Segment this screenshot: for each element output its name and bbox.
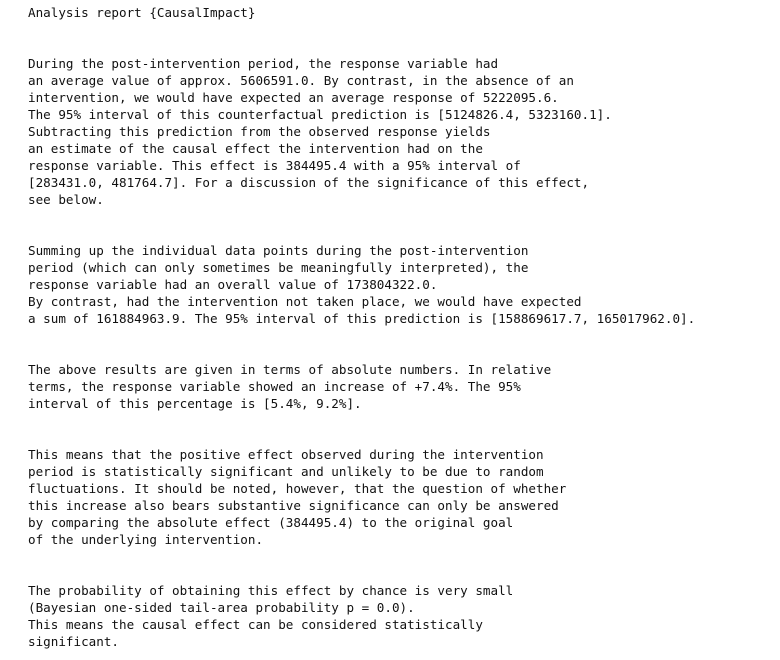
report-line: The 95% interval of this counterfactual prediction is [5124826.4, 5323160.1]. [28, 107, 612, 122]
report-line: Summing up the individual data points during the post-intervention [28, 243, 529, 258]
report-line: During the post-intervention period, the response variable had [28, 56, 499, 71]
report-line: This means that the positive effect observed during the intervention [28, 447, 544, 462]
report-line: The probability of obtaining this effect by chance is very small [28, 583, 514, 598]
report-line: a sum of 161884963.9. The 95% interval of this prediction is [158869617.7, 165017962.0]. [28, 311, 696, 326]
report-line: of the underlying intervention. [28, 532, 264, 547]
report-line: an estimate of the causal effect the intervention had on the [28, 141, 483, 156]
report-line: interval of this percentage is [5.4%, 9.2%]. [28, 396, 362, 411]
paragraph-average-effect [28, 55, 776, 208]
report-line: (Bayesian one-sided tail-area probability p = 0.0). [28, 600, 415, 615]
paragraph-cumulative-effect [28, 242, 776, 327]
report-line: an average value of approx. 5606591.0. By contrast, in the absence of an [28, 73, 574, 88]
report-line: By contrast, had the intervention not taken place, we would have expected [28, 294, 582, 309]
report-line: This means the causal effect can be considered statistically [28, 617, 483, 632]
report-line: response variable had an overall value of 173804322.0. [28, 277, 438, 292]
paragraph-relative-effect [28, 361, 776, 412]
paragraph-probability [28, 582, 776, 650]
report-line: intervention, we would have expected an average response of 5222095.6. [28, 90, 559, 105]
report-line: period (which can only sometimes be meaningfully interpreted), the [28, 260, 529, 275]
report-line: [283431.0, 481764.7]. For a discussion of the significance of this effect, [28, 175, 590, 190]
report-line: The above results are given in terms of absolute numbers. In relative [28, 362, 552, 377]
report-line: response variable. This effect is 384495.4 with a 95% interval of [28, 158, 521, 173]
report-line: terms, the response variable showed an increase of +7.4%. The 95% [28, 379, 521, 394]
analysis-report [28, 4, 776, 650]
report-line: fluctuations. It should be noted, however, that the question of whether [28, 481, 567, 496]
report-line: significant. [28, 634, 119, 649]
report-title: Analysis report {CausalImpact} [28, 5, 256, 20]
report-line: this increase also bears substantive significance can only be answered [28, 498, 559, 513]
report-line: Subtracting this prediction from the observed response yields [28, 124, 491, 139]
paragraph-significance [28, 446, 776, 548]
report-line: by comparing the absolute effect (384495.4) to the original goal [28, 515, 514, 530]
report-line: period is statistically significant and unlikely to be due to random [28, 464, 544, 479]
report-line: see below. [28, 192, 104, 207]
